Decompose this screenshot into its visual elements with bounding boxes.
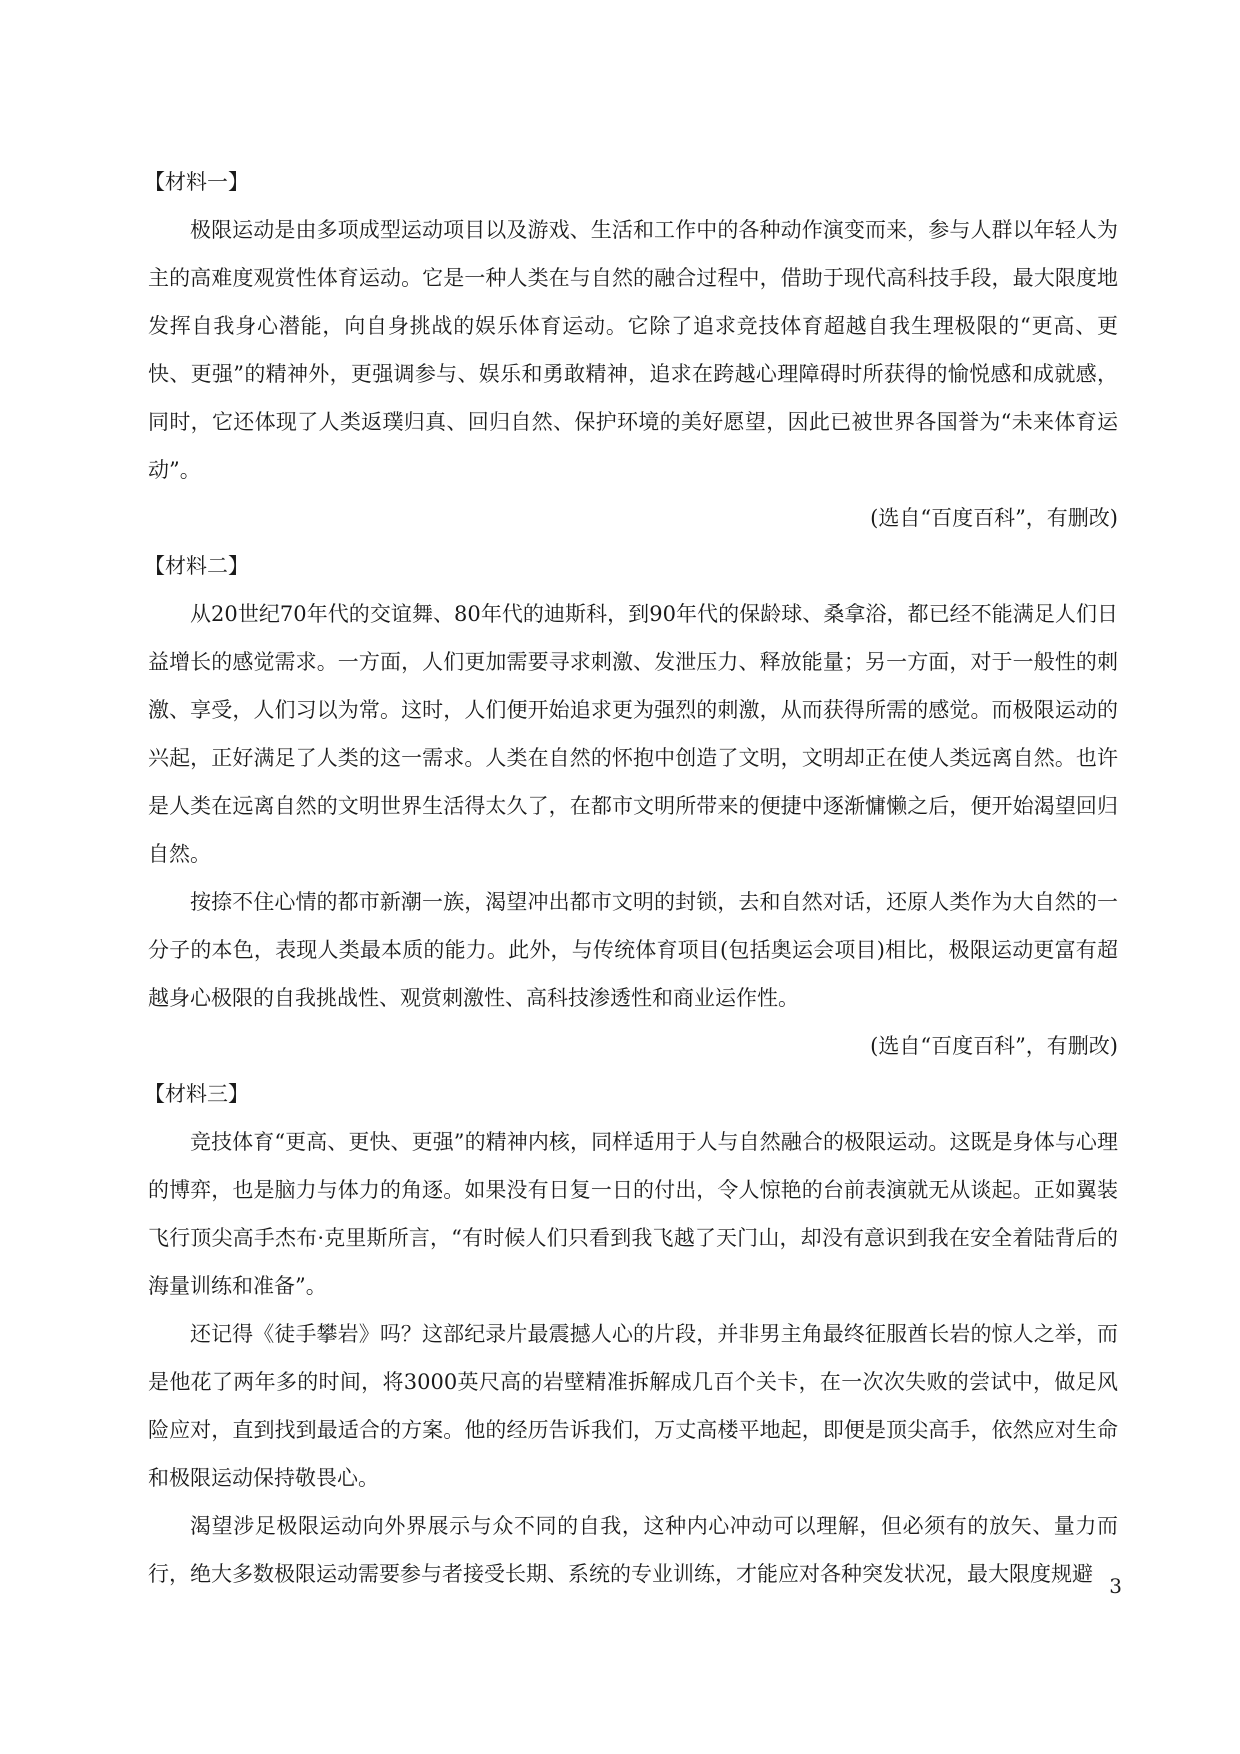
material-two-heading: 【材料二】 bbox=[144, 554, 249, 578]
material-three-section bbox=[144, 1070, 1118, 1598]
material-two-paragraph-1: 从20世纪70年代的交谊舞、80年代的迪斯科，到90年代的保龄球、桑拿浴，都已经不能满足人们日益增长的感觉需求。一方面，人们更加需要寻求刺激、发泄压力、释放能量；另一方面，对于一般性的刺激、享受，人们习以为常。这时，人们便开始追求更为强烈的刺激，从而获得所需的感觉。而极限运动的兴起，正好满足了人类的这一需求。人类在自然的怀抱中创造了文明，文明却正在使人类远离自然。也许是人类在远离自然的文明世界生活得太久了，在都市文明所带来的便捷中逐渐慵懒之后，便开始渴望回归自然。 bbox=[148, 602, 1118, 866]
material-one-source: (选自“百度百科”，有删改) bbox=[870, 506, 1118, 530]
material-one-paragraph: 极限运动是由多项成型运动项目以及游戏、生活和工作中的各种动作演变而来，参与人群以年轻人为主的高难度观赏性体育运动。它是一种人类在与自然的融合过程中，借助于现代高科技手段，最大限度地发挥自我身心潜能，向自身挑战的娱乐体育运动。它除了追求竞技体育超越自我生理极限的“更高、更快、更强”的精神外，更强调参与、娱乐和勇敢精神，追求在跨越心理障碍时所获得的愉悦感和成就感，同时，它还体现了人类返璞归真、回归自然、保护环境的美好愿望，因此已被世界各国誉为“未来体育运动”。 bbox=[148, 218, 1118, 482]
page-number: 3 bbox=[1109, 1574, 1122, 1598]
material-three-paragraph-3: 渴望涉足极限运动向外界展示与众不同的自我，这种内心冲动可以理解，但必须有的放矢、量力而行，绝大多数极限运动需要参与者接受长期、系统的专业训练，才能应对各种突发状况，最大限度规避 bbox=[148, 1514, 1118, 1586]
page-body bbox=[144, 158, 1118, 1598]
material-one-section bbox=[144, 158, 1118, 542]
material-two-section bbox=[144, 542, 1118, 1070]
material-three-paragraph-2: 还记得《徒手攀岩》吗？这部纪录片最震撼人心的片段，并非男主角最终征服酋长岩的惊人之举，而是他花了两年多的时间，将3000英尺高的岩壁精准拆解成几百个关卡，在一次次失败的尝试中，做足风险应对，直到找到最适合的方案。他的经历告诉我们，万丈高楼平地起，即便是顶尖高手，依然应对生命和极限运动保持敬畏心。 bbox=[148, 1322, 1118, 1490]
material-three-heading: 【材料三】 bbox=[144, 1082, 249, 1106]
material-two-paragraph-2: 按捺不住心情的都市新潮一族，渴望冲出都市文明的封锁，去和自然对话，还原人类作为大自然的一分子的本色，表现人类最本质的能力。此外，与传统体育项目(包括奥运会项目)相比，极限运动更富有超越身心极限的自我挑战性、观赏刺激性、高科技渗透性和商业运作性。 bbox=[148, 890, 1118, 1010]
material-two-source: (选自“百度百科”，有删改) bbox=[870, 1034, 1118, 1058]
material-three-paragraph-1: 竞技体育“更高、更快、更强”的精神内核，同样适用于人与自然融合的极限运动。这既是身体与心理的博弈，也是脑力与体力的角逐。如果没有日复一日的付出，令人惊艳的台前表演就无从谈起。正如翼装飞行顶尖高手杰布·克里斯所言，“有时候人们只看到我飞越了天门山，却没有意识到我在安全着陆背后的海量训练和准备”。 bbox=[148, 1130, 1118, 1298]
material-one-heading: 【材料一】 bbox=[144, 170, 249, 194]
